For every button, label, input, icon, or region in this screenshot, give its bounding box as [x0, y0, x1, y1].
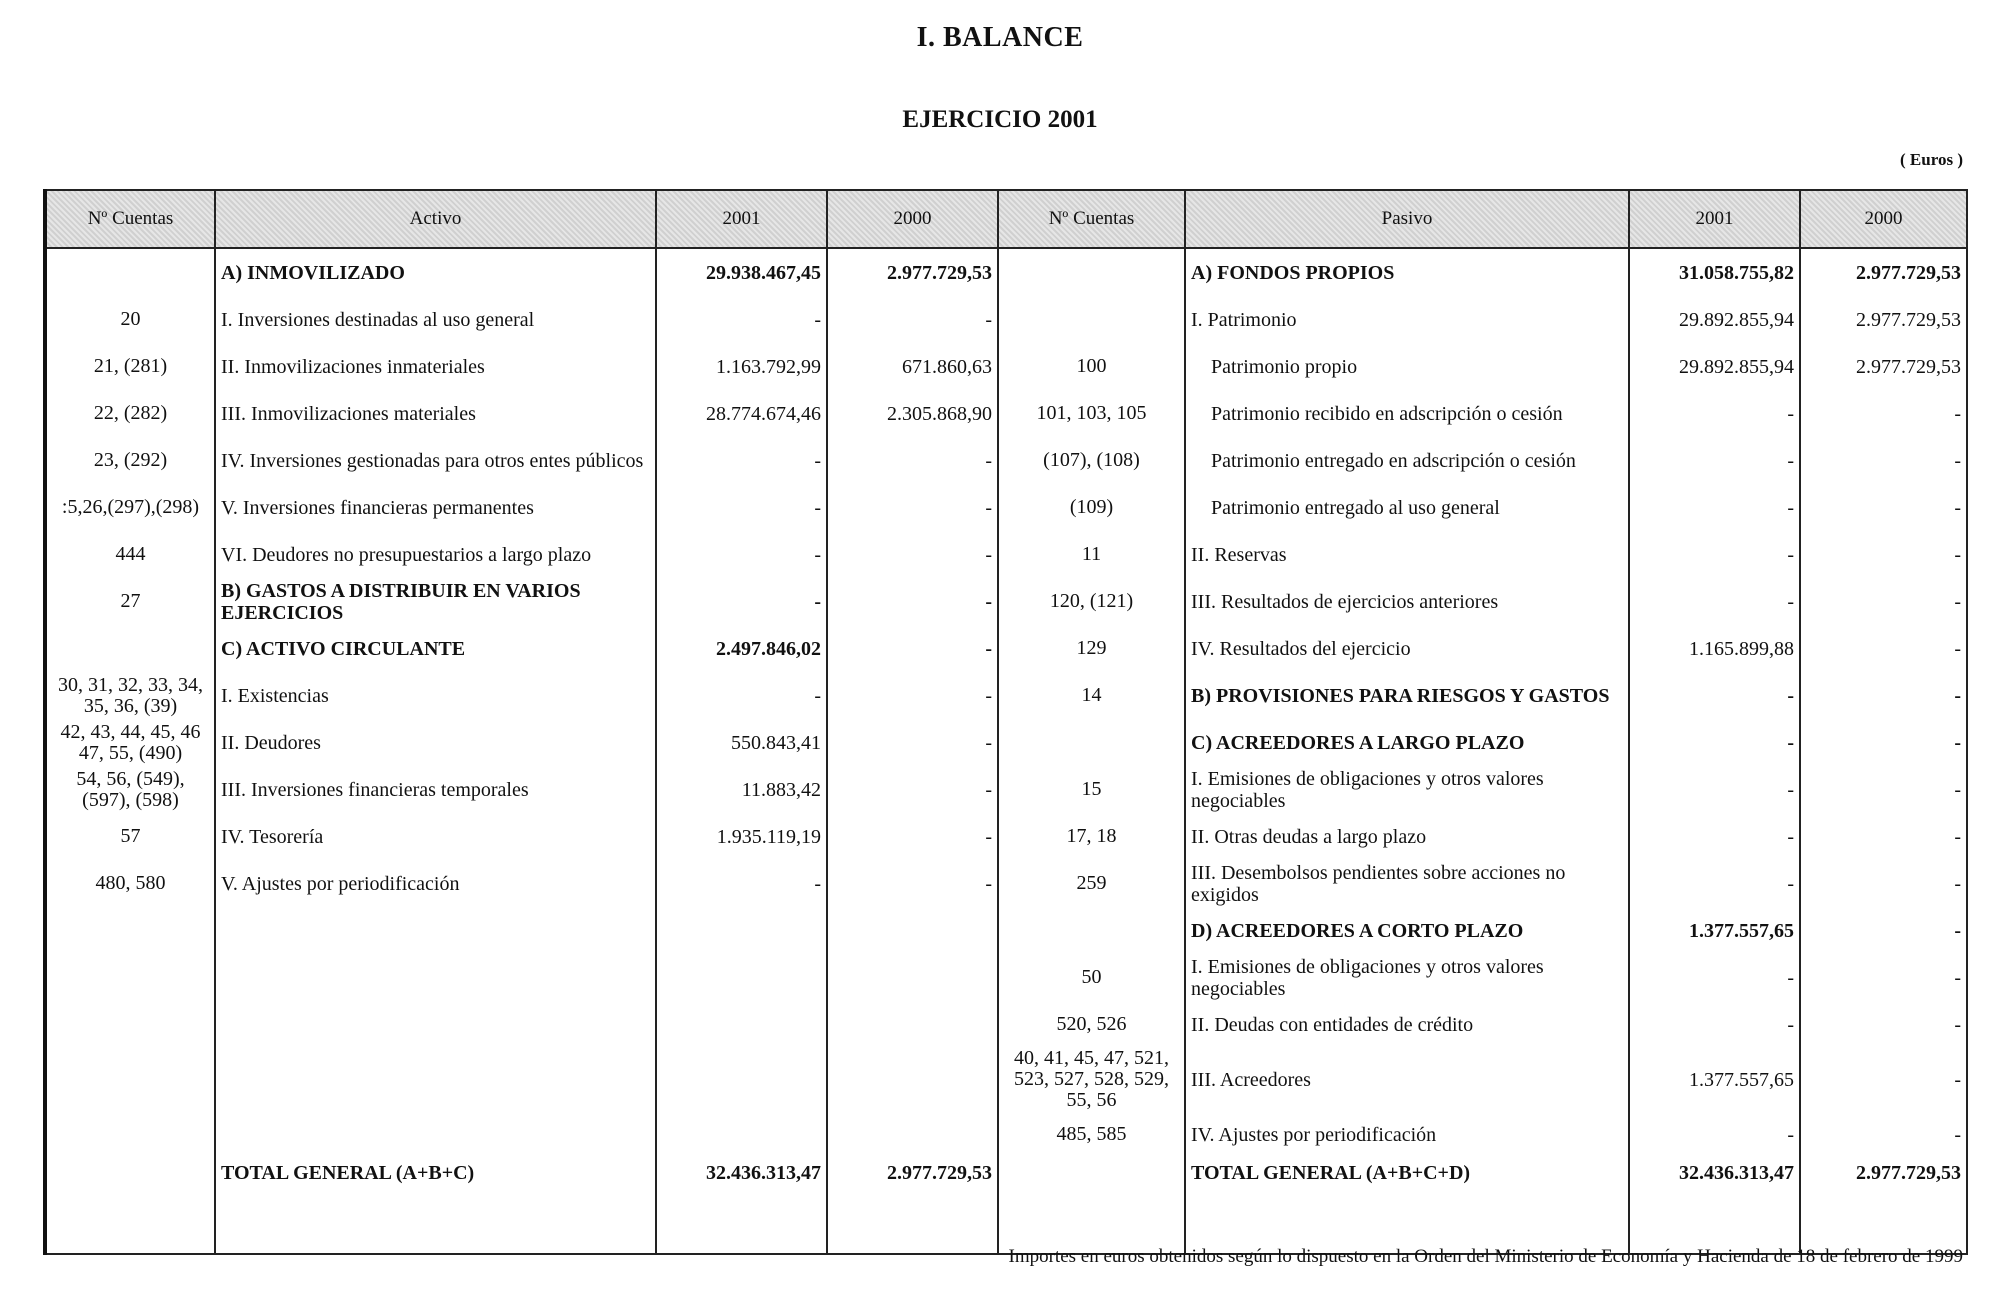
table-body	[45, 248, 1967, 1254]
table-row	[45, 813, 1967, 860]
pasivo-2001-value: 31.058.755,82	[1629, 248, 1800, 296]
activo-label: I. Existencias	[215, 672, 656, 719]
pasivo-2000-value: -	[1800, 1048, 1967, 1111]
header-2000-activo: 2000	[827, 190, 998, 248]
pasivo-2001-value: 1.377.557,65	[1629, 907, 1800, 954]
pasivo-label: III. Resultados de ejercicios anteriores	[1185, 578, 1629, 625]
table-row	[45, 719, 1967, 766]
activo-2000-value	[827, 1048, 998, 1111]
pasivo-2000-value: -	[1800, 672, 1967, 719]
pasivo-label: II. Otras deudas a largo plazo	[1185, 813, 1629, 860]
activo-2001-value: -	[656, 578, 827, 625]
pasivo-2000-value: -	[1800, 1111, 1967, 1158]
account-number-activo: 54, 56, (549), (597), (598)	[45, 766, 215, 813]
pasivo-label: I. Emisiones de obligaciones y otros valores negociables	[1185, 954, 1629, 1001]
activo-label: C) ACTIVO CIRCULANTE	[215, 625, 656, 672]
currency-unit: ( Euros )	[1900, 150, 1963, 169]
account-number-activo	[45, 625, 215, 672]
activo-label	[215, 1001, 656, 1048]
pasivo-label: B) PROVISIONES PARA RIESGOS Y GASTOS	[1185, 672, 1629, 719]
table-row	[45, 531, 1967, 578]
activo-2001-value: 11.883,42	[656, 766, 827, 813]
account-number-pasivo	[998, 248, 1185, 296]
activo-2001-value	[656, 1001, 827, 1048]
account-number-pasivo	[998, 296, 1185, 343]
activo-2000-value: -	[827, 625, 998, 672]
activo-2001-value: -	[656, 296, 827, 343]
pasivo-2001-value: 1.165.899,88	[1629, 625, 1800, 672]
activo-label	[215, 954, 656, 1001]
header-pasivo: Pasivo	[1185, 190, 1629, 248]
pasivo-label: III. Desembolsos pendientes sobre acciones no exigidos	[1185, 860, 1629, 907]
pasivo-2001-value: -	[1629, 719, 1800, 766]
table-row	[45, 1158, 1967, 1254]
activo-2001-value: 1.935.119,19	[656, 813, 827, 860]
activo-2000-value: -	[827, 437, 998, 484]
account-number-pasivo: 485, 585	[998, 1111, 1185, 1158]
activo-2000-value: -	[827, 860, 998, 907]
pasivo-2000-value: -	[1800, 719, 1967, 766]
table-row	[45, 484, 1967, 531]
pasivo-2000-value: -	[1800, 625, 1967, 672]
activo-2001-value: 29.938.467,45	[656, 248, 827, 296]
pasivo-label: I. Patrimonio	[1185, 296, 1629, 343]
activo-label: VI. Deudores no presupuestarios a largo plazo	[215, 531, 656, 578]
activo-2001-value: -	[656, 531, 827, 578]
pasivo-2001-value: -	[1629, 390, 1800, 437]
table-row	[45, 296, 1967, 343]
account-number-pasivo: 120, (121)	[998, 578, 1185, 625]
activo-2001-value	[656, 907, 827, 954]
table-row	[45, 390, 1967, 437]
balance-sheet-frame	[43, 189, 1965, 1244]
activo-label: II. Inmovilizaciones inmateriales	[215, 343, 656, 390]
account-number-activo: 42, 43, 44, 45, 46 47, 55, (490)	[45, 719, 215, 766]
account-number-activo	[45, 1158, 215, 1254]
activo-2000-value: -	[827, 719, 998, 766]
header-cuentas-pasivo: Nº Cuentas	[998, 190, 1185, 248]
table-row	[45, 437, 1967, 484]
account-number-activo: 21, (281)	[45, 343, 215, 390]
account-number-activo: 22, (282)	[45, 390, 215, 437]
table-row	[45, 907, 1967, 954]
pasivo-label: II. Reservas	[1185, 531, 1629, 578]
pasivo-label: IV. Resultados del ejercicio	[1185, 625, 1629, 672]
table-header-row	[45, 190, 1967, 248]
pasivo-2001-value: -	[1629, 766, 1800, 813]
activo-2000-value: -	[827, 484, 998, 531]
activo-label	[215, 1048, 656, 1111]
activo-2001-value: 1.163.792,99	[656, 343, 827, 390]
activo-label: B) GASTOS A DISTRIBUIR EN VARIOS EJERCICIOS	[215, 578, 656, 625]
account-number-pasivo: 11	[998, 531, 1185, 578]
header-2000-pasivo: 2000	[1800, 190, 1967, 248]
account-number-pasivo: (109)	[998, 484, 1185, 531]
pasivo-2001-value: 29.892.855,94	[1629, 296, 1800, 343]
account-number-activo: :5,26,(297),(298)	[45, 484, 215, 531]
activo-2001-value: -	[656, 437, 827, 484]
pasivo-2001-value: 1.377.557,65	[1629, 1048, 1800, 1111]
account-number-activo: 30, 31, 32, 33, 34, 35, 36, (39)	[45, 672, 215, 719]
account-number-pasivo: (107), (108)	[998, 437, 1185, 484]
header-activo: Activo	[215, 190, 656, 248]
pasivo-label: Patrimonio entregado en adscripción o cesión	[1185, 437, 1629, 484]
account-number-pasivo	[998, 719, 1185, 766]
activo-2001-value: -	[656, 860, 827, 907]
pasivo-label: III. Acreedores	[1185, 1048, 1629, 1111]
account-number-pasivo	[998, 1158, 1185, 1254]
header-cuentas-activo: Nº Cuentas	[45, 190, 215, 248]
table-row	[45, 1048, 1967, 1111]
activo-2000-value: -	[827, 531, 998, 578]
activo-2000-value	[827, 1001, 998, 1048]
header-2001-activo: 2001	[656, 190, 827, 248]
activo-label: IV. Inversiones gestionadas para otros entes públicos	[215, 437, 656, 484]
pasivo-2001-value: -	[1629, 813, 1800, 860]
pasivo-2001-value: -	[1629, 437, 1800, 484]
footer-note: Importes en euros obtenidos según lo dispuesto en la Orden del Ministerio de Economía y Hacienda de 18 de febrero de 1999	[1008, 1246, 1963, 1267]
pasivo-2001-value: -	[1629, 531, 1800, 578]
table-row	[45, 578, 1967, 625]
account-number-pasivo: 520, 526	[998, 1001, 1185, 1048]
account-number-pasivo: 50	[998, 954, 1185, 1001]
activo-2001-value: -	[656, 672, 827, 719]
pasivo-2001-value: -	[1629, 672, 1800, 719]
pasivo-2001-value: -	[1629, 1111, 1800, 1158]
balance-table	[43, 189, 1968, 1255]
account-number-activo: 480, 580	[45, 860, 215, 907]
activo-2001-value: 550.843,41	[656, 719, 827, 766]
pasivo-label: IV. Ajustes por periodificación	[1185, 1111, 1629, 1158]
account-number-activo	[45, 1001, 215, 1048]
activo-2001-value: 2.497.846,02	[656, 625, 827, 672]
account-number-pasivo: 40, 41, 45, 47, 521, 523, 527, 528, 529, 55, 56	[998, 1048, 1185, 1111]
pasivo-label: TOTAL GENERAL (A+B+C+D)	[1185, 1158, 1629, 1254]
page-title: I. BALANCE	[916, 22, 1084, 53]
pasivo-2000-value: 2.977.729,53	[1800, 248, 1967, 296]
pasivo-2000-value: -	[1800, 954, 1967, 1001]
activo-label: II. Deudores	[215, 719, 656, 766]
pasivo-2001-value: 29.892.855,94	[1629, 343, 1800, 390]
pasivo-2000-value: 2.977.729,53	[1800, 343, 1967, 390]
table-row	[45, 625, 1967, 672]
table-row	[45, 1001, 1967, 1048]
table-row	[45, 1111, 1967, 1158]
activo-2000-value	[827, 907, 998, 954]
activo-2000-value: -	[827, 766, 998, 813]
account-number-pasivo	[998, 907, 1185, 954]
pasivo-2000-value: 2.977.729,53	[1800, 1158, 1967, 1254]
page-subtitle: EJERCICIO 2001	[902, 106, 1098, 133]
account-number-activo	[45, 1111, 215, 1158]
pasivo-label: C) ACREEDORES A LARGO PLAZO	[1185, 719, 1629, 766]
account-number-activo	[45, 907, 215, 954]
pasivo-label: II. Deudas con entidades de crédito	[1185, 1001, 1629, 1048]
activo-2000-value	[827, 1111, 998, 1158]
pasivo-2000-value: -	[1800, 907, 1967, 954]
account-number-pasivo: 14	[998, 672, 1185, 719]
activo-2001-value	[656, 954, 827, 1001]
pasivo-2000-value: -	[1800, 813, 1967, 860]
activo-2001-value	[656, 1111, 827, 1158]
table-row	[45, 766, 1967, 813]
pasivo-2001-value: -	[1629, 578, 1800, 625]
pasivo-2000-value: -	[1800, 531, 1967, 578]
pasivo-2000-value: -	[1800, 390, 1967, 437]
account-number-activo	[45, 248, 215, 296]
account-number-pasivo: 100	[998, 343, 1185, 390]
pasivo-2000-value: -	[1800, 1001, 1967, 1048]
pasivo-2000-value: -	[1800, 437, 1967, 484]
account-number-pasivo: 15	[998, 766, 1185, 813]
activo-label: IV. Tesorería	[215, 813, 656, 860]
pasivo-2001-value: -	[1629, 954, 1800, 1001]
pasivo-2000-value: -	[1800, 766, 1967, 813]
table-row	[45, 954, 1967, 1001]
account-number-activo: 20	[45, 296, 215, 343]
pasivo-label: A) FONDOS PROPIOS	[1185, 248, 1629, 296]
activo-label: V. Inversiones financieras permanentes	[215, 484, 656, 531]
activo-2000-value: 2.977.729,53	[827, 248, 998, 296]
account-number-activo	[45, 1048, 215, 1111]
account-number-activo	[45, 954, 215, 1001]
account-number-pasivo: 259	[998, 860, 1185, 907]
activo-2001-value: 32.436.313,47	[656, 1158, 827, 1254]
account-number-activo: 27	[45, 578, 215, 625]
pasivo-2000-value: -	[1800, 860, 1967, 907]
activo-label: I. Inversiones destinadas al uso general	[215, 296, 656, 343]
activo-label: TOTAL GENERAL (A+B+C)	[215, 1158, 656, 1254]
activo-label: III. Inversiones financieras temporales	[215, 766, 656, 813]
activo-label	[215, 1111, 656, 1158]
account-number-pasivo: 129	[998, 625, 1185, 672]
activo-label	[215, 907, 656, 954]
pasivo-2000-value: 2.977.729,53	[1800, 296, 1967, 343]
account-number-activo: 444	[45, 531, 215, 578]
pasivo-label: D) ACREEDORES A CORTO PLAZO	[1185, 907, 1629, 954]
pasivo-label: Patrimonio propio	[1185, 343, 1629, 390]
activo-2000-value: -	[827, 813, 998, 860]
pasivo-label: Patrimonio entregado al uso general	[1185, 484, 1629, 531]
activo-label: V. Ajustes por periodificación	[215, 860, 656, 907]
table-row	[45, 860, 1967, 907]
table-row	[45, 343, 1967, 390]
activo-2001-value	[656, 1048, 827, 1111]
pasivo-2001-value: -	[1629, 860, 1800, 907]
activo-2000-value: -	[827, 296, 998, 343]
account-number-pasivo: 101, 103, 105	[998, 390, 1185, 437]
activo-2000-value	[827, 954, 998, 1001]
activo-2000-value: 671.860,63	[827, 343, 998, 390]
activo-2000-value: -	[827, 672, 998, 719]
pasivo-label: I. Emisiones de obligaciones y otros valores negociables	[1185, 766, 1629, 813]
activo-2000-value: 2.305.868,90	[827, 390, 998, 437]
pasivo-2001-value: -	[1629, 484, 1800, 531]
table-row	[45, 248, 1967, 296]
activo-label: III. Inmovilizaciones materiales	[215, 390, 656, 437]
account-number-activo: 57	[45, 813, 215, 860]
pasivo-2001-value: 32.436.313,47	[1629, 1158, 1800, 1254]
table-row	[45, 672, 1967, 719]
activo-label: A) INMOVILIZADO	[215, 248, 656, 296]
activo-2001-value: -	[656, 484, 827, 531]
activo-2000-value: -	[827, 578, 998, 625]
account-number-pasivo: 17, 18	[998, 813, 1185, 860]
pasivo-2000-value: -	[1800, 578, 1967, 625]
activo-2001-value: 28.774.674,46	[656, 390, 827, 437]
activo-2000-value: 2.977.729,53	[827, 1158, 998, 1254]
account-number-activo: 23, (292)	[45, 437, 215, 484]
pasivo-2000-value: -	[1800, 484, 1967, 531]
pasivo-label: Patrimonio recibido en adscripción o cesión	[1185, 390, 1629, 437]
header-2001-pasivo: 2001	[1629, 190, 1800, 248]
pasivo-2001-value: -	[1629, 1001, 1800, 1048]
